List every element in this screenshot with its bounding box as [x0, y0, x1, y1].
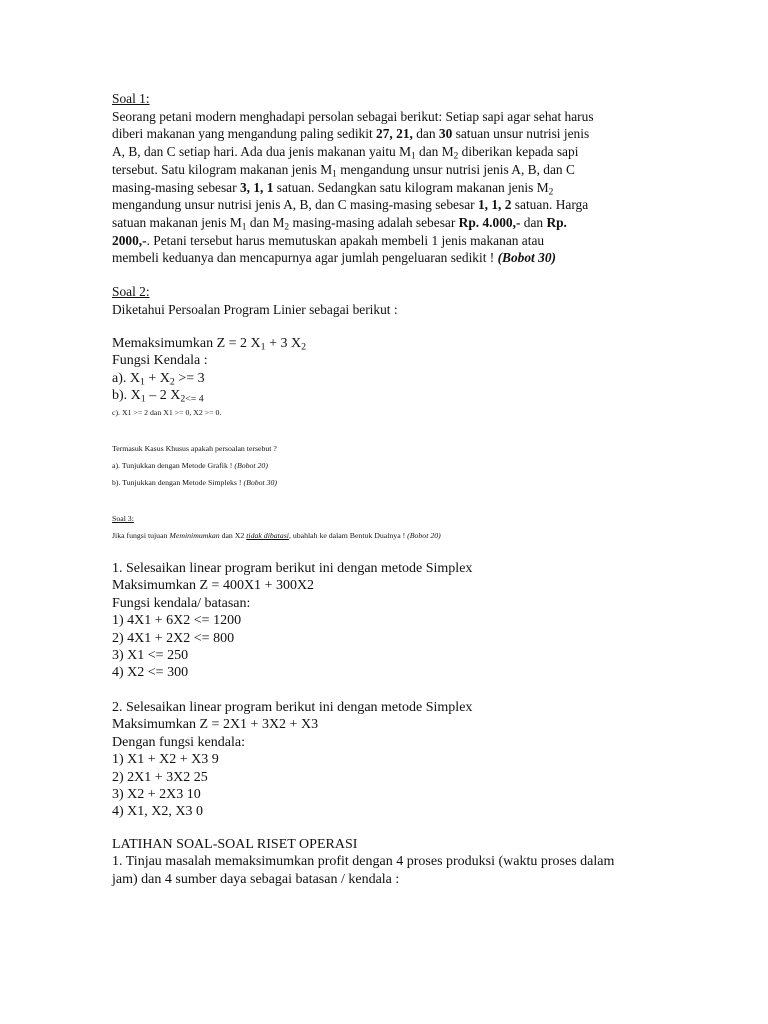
problem-1-constraint: 1) 4X1 + 6X2 <= 1200 — [112, 613, 242, 629]
soal-1-line: diberi makanan yang mengandung paling sedikit 27, 21, dan 30 satuan unsur nutrisi jenis — [112, 126, 590, 142]
soal-1-line: A, B, dan C setiap hari. Ada dua jenis makanan yaitu $M_1$ dan $M_2$ diberikan kepada sapi — [112, 144, 579, 162]
problem-1-constraint-label: Fungsi kendala/ batasan: — [112, 595, 251, 611]
problem-1-objective: Maksimumkan Z = 400X1 + 300X2 — [112, 578, 315, 594]
problem-2-constraint: 1) X1 + X2 + X3 9 — [112, 752, 219, 768]
problem-2-constraint: 4) X1, X2, X3 0 — [112, 804, 203, 820]
problem-2-objective: Maksimumkan Z = 2X1 + 3X2 + X3 — [112, 717, 319, 733]
soal-1-line: masing-masing sebesar 3, 1, 1 satuan. Sedangkan satu kilogram makanan jenis $M_2$ — [112, 179, 554, 197]
problem-1-title: 1. Selesaikan linear program berikut ini dengan metode Simplex — [112, 561, 473, 576]
soal-2-section — [112, 283, 672, 318]
soal-2-part-a: a). Tunjukkan dengan Metode Grafik ! (Bobot 20) — [112, 461, 268, 470]
soal-1-heading: Soal 1: — [112, 91, 150, 106]
problem-2-constraint-label: Dengan fungsi kendala: — [112, 734, 245, 750]
soal-1-line: mengandung unsur nutrisi jenis A, B, dan C masing-masing sebesar 1, 1, 2 satuan. Harga — [112, 197, 589, 213]
problem-1-constraint: 2) 4X1 + 2X2 <= 800 — [112, 630, 235, 646]
soal-2-model — [112, 335, 672, 405]
soal-3-text: Jika fungsi tujuan Meminimumkan dan X2 tidak dibatasi, ubahlah ke dalam Bentuk Dualnya ! (Bobot 20) — [112, 531, 441, 540]
soal-2-intro: Diketahui Persoalan Program Linier sebagai berikut : — [112, 301, 398, 317]
soal-3-heading: Soal 3: — [112, 514, 134, 523]
problem-1-constraint: 3) X1 <= 250 — [112, 648, 189, 664]
latihan-line: jam) dan 4 sumber daya sebagai batasan / kendala : — [112, 871, 400, 887]
soal-2-constraint-label: Fungsi Kendala : — [112, 353, 208, 369]
soal-1-line: membeli keduanya dan mencapurnya agar jumlah pengeluaran sedikit ! (Bobot 30) — [112, 250, 556, 266]
soal-2-constraint-b: b). $X_1 - 2$ $X_{2<= 4}$ — [112, 388, 204, 405]
soal-2-heading: Soal 2: — [112, 284, 150, 299]
latihan-heading: LATIHAN SOAL-SOAL RISET OPERASI — [112, 837, 358, 852]
problem-2-constraint: 3) X2 + 2X3 10 — [112, 787, 201, 803]
problem-2-constraint: 2) 2X1 + 3X2 25 — [112, 769, 208, 785]
soal-2-constraint-a: a). $X_1 + X_2 >= 3$ — [112, 370, 205, 388]
problem-2-title: 2. Selesaikan linear program berikut ini dengan metode Simplex — [112, 700, 473, 715]
soal-1-line: 2000,-. Petani tersebut harus memutuskan apakah membeli 1 jenis makanan atau — [112, 232, 545, 248]
problem-1-constraint: 4) X2 <= 300 — [112, 665, 189, 681]
soal-2-part-b: b). Tunjukkan dengan Metode Simpleks ! (Bobot 30) — [112, 478, 278, 487]
latihan-line: 1. Tinjau masalah memaksimumkan profit dengan 4 proses produksi (waktu proses dalam — [112, 854, 615, 870]
soal-1-section — [112, 90, 672, 267]
latihan-section — [112, 836, 672, 888]
soal-1-line: tersebut. Satu kilogram makanan jenis $M_1$ mengandung unsur nutrisi jenis A, B, dan C — [112, 161, 575, 180]
soal-2-question: Termasuk Kasus Khusus apakah persoalan tersebut ? — [112, 444, 277, 453]
problem-1-section — [112, 560, 672, 682]
soal-1-line: Seorang petani modern menghadapi persolan sebagai berikut: Setiap sapi agar sehat harus — [112, 108, 594, 124]
problem-2-section — [112, 699, 672, 821]
soal-2-constraint-c: c). X1 >= 2 dan X1 >= 0, X2 >= 0. — [112, 408, 222, 417]
soal-1-line: satuan makanan jenis $M_1$ dan $M_2$ masing-masing adalah sebesar Rp. 4.000,- dan Rp. — [112, 214, 567, 233]
soal-2-objective: Memaksimumkan Z = 2 $X_1 + 3$ $X_2$ — [112, 336, 306, 353]
